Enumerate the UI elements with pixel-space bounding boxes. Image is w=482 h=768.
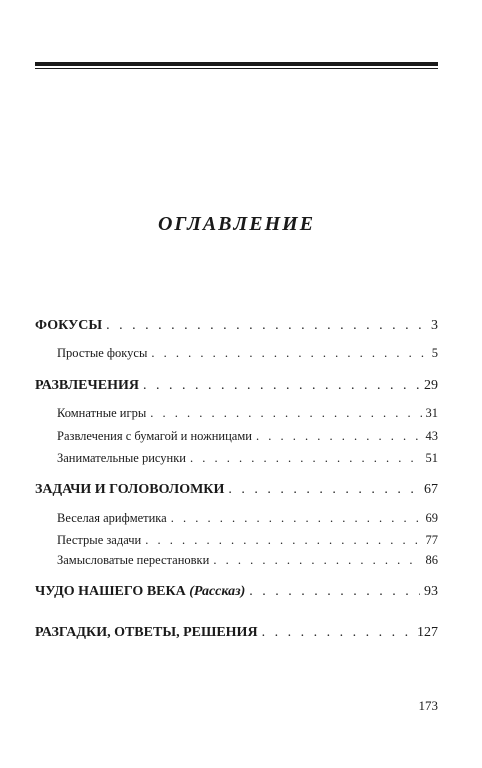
toc-entry-page: 86 [425,553,438,567]
toc-entry-razgadki-otvety-resheniya[interactable] [35,625,438,641]
toc-entry-page: 29 [424,378,438,393]
toc-entry-label: Занимательные рисунки [57,451,186,465]
dot-leader [106,318,427,334]
toc-entry-label: ЧУДО НАШЕГО ВЕКА (Рассказ) [35,584,246,599]
toc-entry-page: 77 [425,533,438,547]
toc-entry-zadachi-i-golovolomki[interactable] [35,482,438,498]
dot-leader [262,625,413,641]
toc-entry-label-italic: (Рассказ) [189,584,246,599]
dot-leader [213,553,421,568]
dot-leader [190,451,422,466]
toc-entry-razvlecheniya-s-bumagoy[interactable] [57,429,438,444]
toc-entry-label: Развлечения с бумагой и ножницами [57,429,252,443]
dot-leader [145,533,421,548]
toc-entry-label: РАЗГАДКИ, ОТВЕТЫ, РЕШЕНИЯ [35,625,258,640]
dot-leader [171,511,422,526]
dot-leader [228,482,420,498]
toc-entry-page: 127 [417,625,438,640]
toc-entry-page: 67 [424,482,438,497]
toc-entry-zamyslovatye-perestanovki[interactable] [57,553,438,568]
toc-entry-page: 3 [431,318,438,333]
dot-leader [256,429,422,444]
toc-entry-razvlecheniya[interactable] [35,378,438,394]
toc-entry-label: Пестрые задачи [57,533,142,547]
toc-entry-veselaya-arifmetika[interactable] [57,511,438,526]
toc-entry-fokusy[interactable] [35,318,438,334]
toc-entry-page: 5 [431,346,438,360]
toc-entry-page: 93 [424,584,438,599]
header-rule-thin [35,68,438,69]
toc-entry-label: ФОКУСЫ [35,318,103,333]
dot-leader [150,406,421,421]
toc-entry-pestrye-zadachi[interactable] [57,533,438,548]
toc-entry-page: 69 [425,511,438,525]
toc-entry-label: ЗАДАЧИ И ГОЛОВОЛОМКИ [35,482,225,497]
toc-entry-page: 43 [425,429,438,443]
toc-entry-label: Замысловатые перестановки [57,553,210,567]
toc-entry-page: 51 [425,451,438,465]
toc-entry-label: Веселая арифметика [57,511,167,525]
dot-leader [249,584,420,600]
toc-entry-chudo-nashego-veka[interactable] [35,584,438,600]
toc-entry-zanimatelnye-risunki[interactable] [57,451,438,466]
header-rule-thick [35,62,438,66]
page-title: ОГЛАВЛЕНИЕ [157,213,316,235]
toc-entry-prostye-fokusy[interactable] [57,346,438,361]
dot-leader [151,346,427,361]
page-number: 173 [418,698,438,713]
toc-entry-label: Комнатные игры [57,406,147,420]
toc-entry-label: Простые фокусы [57,346,148,360]
toc-entry-page: 31 [425,406,438,420]
toc-entry-label: РАЗВЛЕЧЕНИЯ [35,378,139,393]
dot-leader [143,378,420,394]
toc-entry-komnatnye-igry[interactable] [57,406,438,421]
